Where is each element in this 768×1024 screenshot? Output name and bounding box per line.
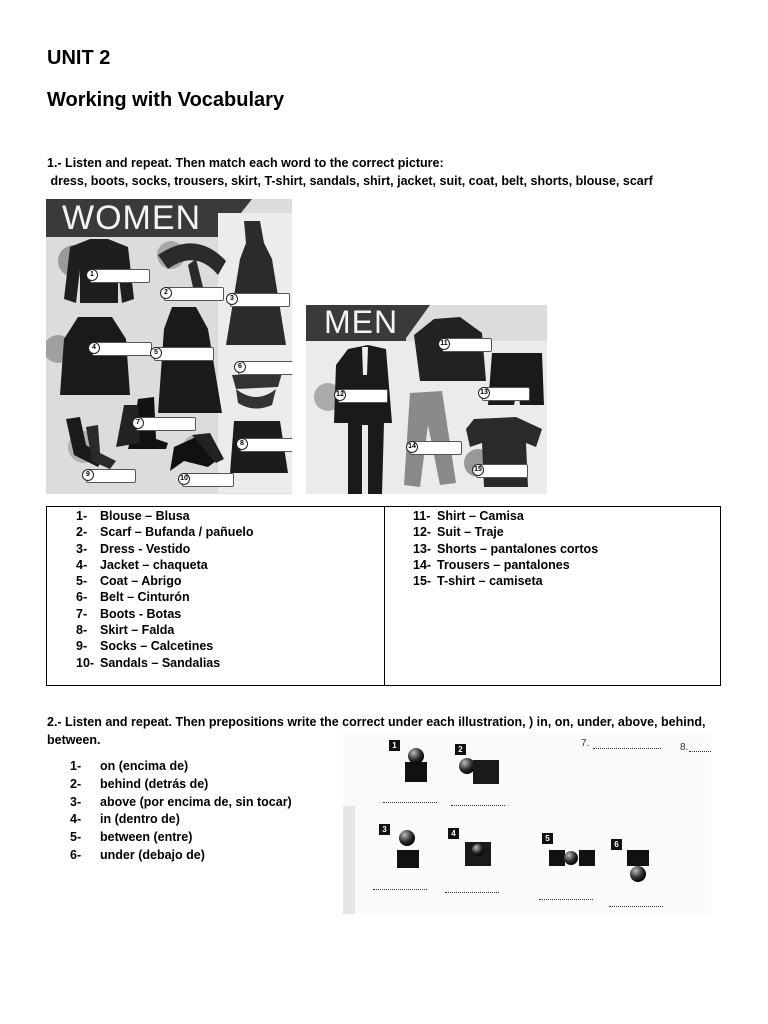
preposition-item [70, 758, 292, 776]
answer-box-6[interactable] [238, 361, 292, 375]
vocabulary-item [76, 589, 254, 605]
vocabulary-item-text: Belt – Cinturón [100, 590, 190, 605]
preposition-item-text: under (debajo de) [100, 847, 205, 862]
preposition-item-text: above (por encima de, sin tocar) [100, 794, 292, 809]
vocabulary-item-text: Coat – Abrigo [100, 574, 182, 589]
answer-line-4[interactable] [445, 891, 499, 893]
vocabulary-item-text: Jacket – chaqueta [100, 557, 208, 572]
table-column-divider [384, 507, 385, 685]
answer-line-5[interactable] [539, 898, 593, 900]
picture-number-13: 13 [478, 387, 490, 399]
prepositions-list [70, 758, 292, 865]
preposition-item-text: behind (detrás de) [100, 776, 209, 791]
section-title: Working with Vocabulary [47, 89, 285, 111]
picture-number-10: 10 [178, 473, 190, 485]
vocabulary-item-text: Boots - Botas [100, 606, 182, 621]
vocabulary-item-number: 6- [76, 590, 88, 605]
exercise1-word-list: dress, boots, socks, trousers, skirt, T-shirt, sandals, shirt, jacket, suit, coat, belt, shorts, blouse, scarf [47, 174, 653, 188]
vocabulary-item-number: 13- [413, 541, 432, 556]
preposition-item-text: on (encima de) [100, 759, 189, 773]
preposition-item-number: 1- [70, 759, 82, 773]
prep-cell-number-4: 4 [448, 828, 459, 839]
vocabulary-item-text: Shirt – Camisa [437, 509, 524, 523]
vocabulary-item-number: 5- [76, 574, 88, 589]
picture-number-12: 12 [334, 389, 346, 401]
answer-line-3[interactable] [373, 888, 427, 890]
vocabulary-item [413, 557, 598, 573]
preposition-item [70, 829, 292, 847]
vocabulary-item-text: Socks – Calcetines [100, 639, 214, 654]
preposition-item-number: 3- [70, 794, 82, 809]
answer-line-2[interactable] [451, 804, 505, 806]
vocabulary-item [76, 573, 254, 589]
vocabulary-item-number: 10- [76, 655, 95, 670]
vocabulary-item-number: 4- [76, 557, 88, 572]
vocabulary-item-text: Trousers – pantalones [437, 557, 570, 572]
preposition-item [70, 776, 292, 794]
men-clothing-picture [306, 305, 547, 494]
vocabulary-item-number: 8- [76, 623, 88, 638]
vocabulary-item-number: 7- [76, 606, 88, 621]
picture-number-4: 4 [88, 342, 100, 354]
vocabulary-item-number: 14- [413, 557, 432, 572]
preposition-item-number: 2- [70, 776, 82, 791]
vocabulary-item-text: Suit – Traje [437, 525, 504, 540]
picture-number-9: 9 [82, 469, 94, 481]
answer-box-3[interactable] [230, 293, 290, 307]
vocabulary-item [413, 573, 598, 589]
vocabulary-item [76, 622, 254, 638]
vocabulary-item-text: Sandals – Sandalias [100, 655, 221, 670]
picture-number-5: 5 [150, 347, 162, 359]
prep-cell-number-1: 1 [389, 740, 400, 751]
unit-title: UNIT 2 [47, 47, 111, 69]
vocabulary-item [76, 524, 254, 540]
vocabulary-item-text: T-shirt – camiseta [437, 574, 543, 589]
answer-box-7[interactable] [136, 417, 196, 431]
vocabulary-item-number: 1- [76, 509, 88, 523]
vocabulary-item [413, 508, 598, 524]
preposition-item [70, 847, 292, 865]
exercise2-instruction-line2: between. [47, 733, 101, 747]
vocabulary-item [76, 638, 254, 654]
answer-line-7[interactable] [593, 747, 661, 749]
picture-number-11: 11 [438, 338, 450, 350]
prep-cell-number-2: 2 [455, 744, 466, 755]
preposition-item [70, 811, 292, 829]
answer-line-1[interactable] [383, 801, 437, 803]
preposition-item-number: 4- [70, 812, 82, 827]
vocabulary-item-number: 3- [76, 541, 88, 556]
vocabulary-item [413, 524, 598, 540]
vocabulary-item [76, 655, 254, 671]
vocabulary-item-number: 12- [413, 525, 432, 540]
prepositions-illustration [343, 732, 711, 914]
preposition-item-text: between (entre) [100, 830, 193, 845]
vocabulary-column-right [413, 508, 598, 589]
vocabulary-table [46, 506, 721, 686]
answer-box-1[interactable] [90, 269, 150, 283]
preposition-item-text: in (dentro de) [100, 812, 180, 827]
prep-extra-label-7: 7. [581, 738, 590, 749]
prep-extra-label-8: 8. [680, 742, 689, 753]
picture-number-15: 15 [472, 464, 484, 476]
picture-number-8: 8 [236, 438, 248, 450]
preposition-item-number: 6- [70, 847, 82, 862]
picture-number-2: 2 [160, 287, 172, 299]
preposition-item-number: 5- [70, 830, 82, 845]
picture-number-14: 14 [406, 441, 418, 453]
vocabulary-item-number: 11- [413, 509, 431, 523]
answer-box-4[interactable] [92, 342, 152, 356]
vocabulary-item-number: 9- [76, 639, 88, 654]
answer-line-8[interactable] [689, 750, 711, 752]
prep-cell-number-5: 5 [542, 833, 553, 844]
picture-number-6: 6 [234, 361, 246, 373]
vocabulary-item-text: Blouse – Blusa [100, 509, 190, 523]
prep-cell-number-6: 6 [611, 839, 622, 850]
answer-box-2[interactable] [164, 287, 224, 301]
vocabulary-item [76, 508, 254, 524]
vocabulary-item-text: Scarf – Bufanda / pañuelo [100, 525, 254, 540]
answer-box-5[interactable] [154, 347, 214, 361]
vocabulary-item-text: Shorts – pantalones cortos [437, 541, 599, 556]
answer-line-6[interactable] [609, 905, 663, 907]
women-banner-title: WOMEN [62, 199, 202, 237]
exercise1-instruction: 1.- Listen and repeat. Then match each word to the correct picture: [47, 156, 444, 170]
exercise2-instruction-line1: 2.- Listen and repeat. Then prepositions write the correct under each illustration, ) in, on, under, above, behind, [47, 715, 706, 729]
prep-cell-number-3: 3 [379, 824, 390, 835]
vocabulary-column-left [76, 508, 254, 671]
women-clothing-picture [46, 199, 292, 494]
vocabulary-item [76, 541, 254, 557]
vocabulary-item-text: Skirt – Falda [100, 623, 175, 638]
picture-number-3: 3 [226, 293, 238, 305]
vocabulary-item [413, 541, 598, 557]
preposition-item [70, 794, 292, 812]
picture-number-7: 7 [132, 417, 144, 429]
vocabulary-item-number: 2- [76, 525, 88, 540]
picture-number-1: 1 [86, 269, 98, 281]
vocabulary-item-number: 15- [413, 574, 432, 589]
prepositions-objects [343, 732, 711, 914]
vocabulary-item-text: Dress - Vestido [100, 541, 191, 556]
vocabulary-item [76, 606, 254, 622]
men-banner-title: MEN [324, 305, 399, 340]
vocabulary-item [76, 557, 254, 573]
